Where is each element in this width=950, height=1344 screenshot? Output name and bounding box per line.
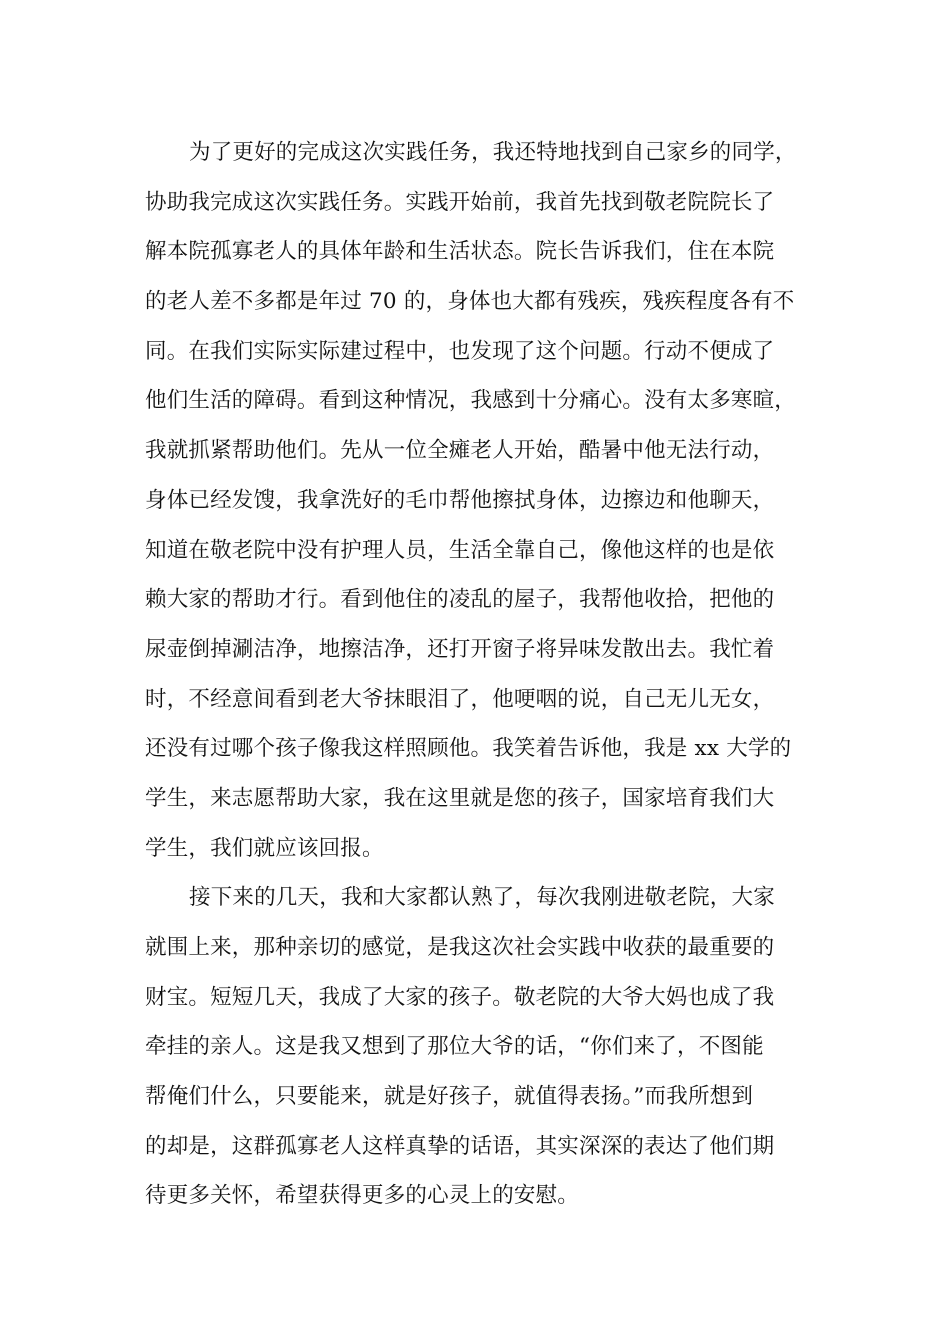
text-line: 解本院孤寡老人的具体年龄和生活状态。院长告诉我们，住在本院 — [145, 239, 775, 265]
text-line: 待更多关怀，希望获得更多的心灵上的安慰。 — [145, 1183, 580, 1209]
text-line: 的老人差不多都是年过 70 的，身体也大都有残疾，残疾程度各有不 — [145, 289, 795, 315]
text-line: 就围上来，那种亲切的感觉，是我这次社会实践中收获的最重要的 — [145, 935, 775, 960]
text-line: 为了更好的完成这次实践任务，我还特地找到自己家乡的同学， — [189, 140, 797, 165]
text-line: 学生，来志愿帮助大家，我在这里就是您的孩子，国家培育我们大 — [145, 785, 775, 811]
text-line: 协助我完成这次实践任务。实践开始前，我首先找到敬老院院长了 — [145, 189, 775, 215]
text-line: 知道在敬老院中没有护理人员，生活全靠自己，像他这样的也是依 — [145, 537, 775, 563]
text-line: 赖大家的帮助才行。看到他住的凌乱的屋子，我帮他收拾，把他的 — [145, 587, 775, 613]
text-line: 时，不经意间看到老大爷抹眼泪了，他哽咽的说，自己无儿无女， — [145, 686, 775, 712]
text-line: 尿壶倒掉涮洁净，地擦洁净，还打开窗子将异味发散出去。我忙着 — [145, 636, 775, 662]
text-line: 同。在我们实际实际建过程中，也发现了这个问题。行动不便成了 — [145, 338, 775, 364]
document-body — [145, 128, 845, 1221]
text-line: 还没有过哪个孩子像我这样照顾他。我笑着告诉他，我是 xx 大学的 — [145, 736, 792, 762]
text-line: 我就抓紧帮助他们。先从一位全瘫老人开始，酷暑中他无法行动， — [145, 438, 775, 464]
text-line: 他们生活的障碍。看到这种情况，我感到十分痛心。没有太多寒暄， — [145, 388, 797, 414]
text-line: 身体已经发馊，我拿洗好的毛巾帮他擦拭身体，边擦边和他聊天， — [145, 487, 775, 513]
text-line: 的却是，这群孤寡老人这样真挚的话语，其实深深的表达了他们期 — [145, 1133, 775, 1159]
text-line: 财宝。短短几天，我成了大家的孩子。敬老院的大爷大妈也成了我 — [145, 984, 775, 1010]
text-line: 帮俺们什么，只要能来，就是好孩子，就值得表扬。”而我所想到 — [145, 1084, 754, 1110]
text-line: 牵挂的亲人。这是我又想到了那位大爷的话，“你们来了，不图能 — [145, 1034, 764, 1060]
text-line: 学生，我们就应该回报。 — [145, 835, 384, 861]
text-line: 接下来的几天，我和大家都认熟了，每次我刚进敬老院，大家 — [189, 885, 775, 911]
